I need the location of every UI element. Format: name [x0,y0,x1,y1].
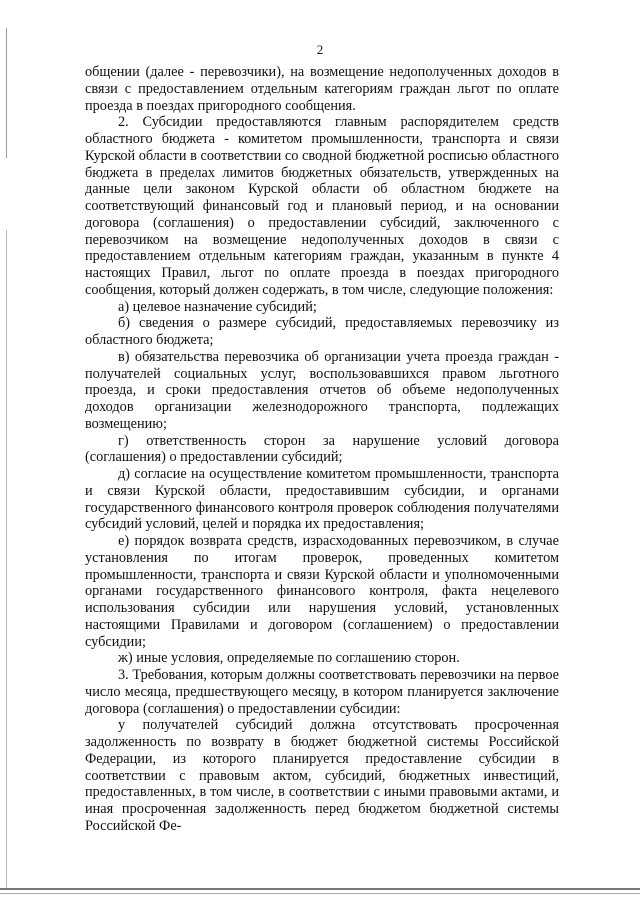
paragraph: у получателей субсидий должна отсутствовать просроченная задолженность по возврату в бюджет бюджетной системы Российской Федерации, из которого планируется предоставление субсидии в соответствии с правовым актом, субсидий, бюджетных инвестиций, предоставленных, в том числе, в соответствии с иными правовыми актами, и иная просроченная задолженность перед бюджетом бюджетной системы Российской Фе- [85,717,559,834]
paragraph: в) обязательства перевозчика об организации учета проезда граждан - получателей социальных услуг, воспользовавшихся правом льготного проезда, и сроки предоставления отчетов об объеме недополученных доходов организации железнодорожного транспорта, подлежащих возмещению; [85,348,559,432]
paragraph: 3. Требования, которым должны соответствовать перевозчики на первое число месяца, предшествующего месяцу, в котором планируется заключение договора (соглашения) о предоставлении субсидии: [85,667,559,717]
paragraph: 2. Субсидии предоставляются главным распорядителем средств областного бюджета - комитетом промышленности, транспорта и связи Курской области в соответствии со сводной бюджетной росписью областного бюджета в пределах лимитов бюджетных обязательств, утвержденных на данные цели законом Курской области об областном бюджете на соответствующий финансовый год и плановый период, и на основании договора (соглашения) о предоставлении субсидий, заключенного с перевозчиком на возмещение недополученных доходов в связи с предоставлением отдельным категориям граждан, указанным в пункте 4 настоящих Правил, льгот по оплате проезда в поездах пригородного сообщения, который должен содержать, в том числе, следующие положения: [85,114,559,298]
scan-edge-left-lower [6,230,7,890]
paragraph: общении (далее - перевозчики), на возмещение недополученных доходов в связи с предоставлением отдельным категориям граждан льгот по оплате проезда в поездах пригородного сообщения. [85,64,559,114]
paragraph: е) порядок возврата средств, израсходованных перевозчиком, в случае установления по итогам проверок, проведенных комитетом промышленности, транспорта и связи Курской области и уполномоченными органами государственного финансового контроля, факта нецелевого использования субсидии или нарушения условий, установленных настоящими Правилами и договором (соглашением) о предоставлении субсидии; [85,533,559,650]
document-body [85,64,559,835]
scan-edge-bottom [0,888,640,890]
paragraph: д) согласие на осуществление комитетом промышленности, транспорта и связи Курской области, предоставившим субсидии, и органами государственного финансового контроля проверок соблюдения получателями субсидий условий, целей и порядка их предоставления; [85,466,559,533]
paragraph: г) ответственность сторон за нарушение условий договора (соглашения) о предоставлении субсидий; [85,432,559,466]
scan-edge-bottom-secondary [0,893,640,894]
paragraph: ж) иные условия, определяемые по соглашению сторон. [118,650,460,667]
page-number: 2 [316,42,324,57]
paragraph: б) сведения о размере субсидий, предоставляемых перевозчику из областного бюджета; [85,315,559,348]
paragraph: а) целевое назначение субсидий; [118,298,317,315]
